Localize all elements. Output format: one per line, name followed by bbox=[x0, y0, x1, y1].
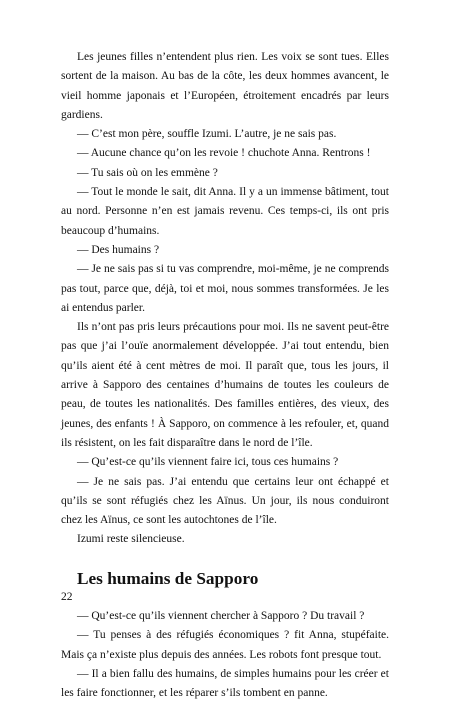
dialogue-line: — Aucune chance qu’on les revoie ! chuchote Anna. Rentrons ! bbox=[77, 147, 371, 160]
dialogue-line: — Des humains ? bbox=[77, 243, 160, 256]
page-number: 22 bbox=[61, 591, 73, 603]
dialogue-line: — Tu penses à des réfugiés économiques ? fit Anna, stupéfaite. Mais ça n’existe plus depuis des années. Les robots font presque tout. bbox=[61, 629, 389, 661]
paragraph: Les jeunes filles n’entendent plus rien. Les voix se sont tues. Elles sortent de la maison. Au bas de la côte, les deux hommes avancent, le vieil homme japonais et l’Européen, étroitement encadrés par leurs gardiens. bbox=[61, 51, 389, 121]
paragraph: Izumi reste silencieuse. bbox=[77, 533, 185, 546]
dialogue-line: — Tout le monde le sait, dit Anna. Il y a un immense bâtiment, tout au nord. Personne n’en est jamais revenu. Ces temps-ci, ils ont pris beaucoup d’humains. bbox=[61, 186, 389, 237]
section-title: Les humains de Sapporo bbox=[77, 568, 259, 588]
dialogue-line: — C’est mon père, souffle Izumi. L’autre, je ne sais pas. bbox=[77, 128, 337, 141]
dialogue-line: — Qu’est-ce qu’ils viennent faire ici, tous ces humains ? bbox=[77, 456, 339, 469]
dialogue-line: — Il a bien fallu des humains, de simples humains pour les créer et les faire fonctionner, et les réparer s’ils tombent en panne. bbox=[61, 667, 389, 700]
dialogue-line: — Tu sais où on les emmène ? bbox=[77, 166, 218, 179]
dialogue-line: — Je ne sais pas si tu vas comprendre, moi-même, je ne comprends pas tout, parce que, déjà, toi et moi, nous sommes transformées. Je les ai entendus parler. bbox=[61, 263, 389, 314]
dialogue-line: — Qu’est-ce qu’ils viennent chercher à Sapporo ? Du travail ? bbox=[77, 610, 365, 623]
paragraph: Ils n’ont pas pris leurs précautions pour moi. Ils ne savent peut-être pas que j’ai l’ouïe anormalement développée. J’ai tout entendu, bien qu’ils aient été à cent mètres de moi. Il paraît que, tous les jours, il arrive à Sapporo des centaines d’humains de toutes les couleurs de peau, de toutes les nationalités. Des familles entières, des vieux, des jeunes, des enfants ! À Sapporo, on commence à les refouler, et, quand ils résistent, on les fait disparaître dans le nord de l’île. bbox=[61, 321, 389, 449]
dialogue-line: — Je ne sais pas. J’ai entendu que certains leur ont échappé et qu’ils se sont réfugiés chez les Aïnus. Un jour, ils nous conduiront chez les Aïnus, ce sont les autochtones de l’île. bbox=[61, 475, 389, 527]
